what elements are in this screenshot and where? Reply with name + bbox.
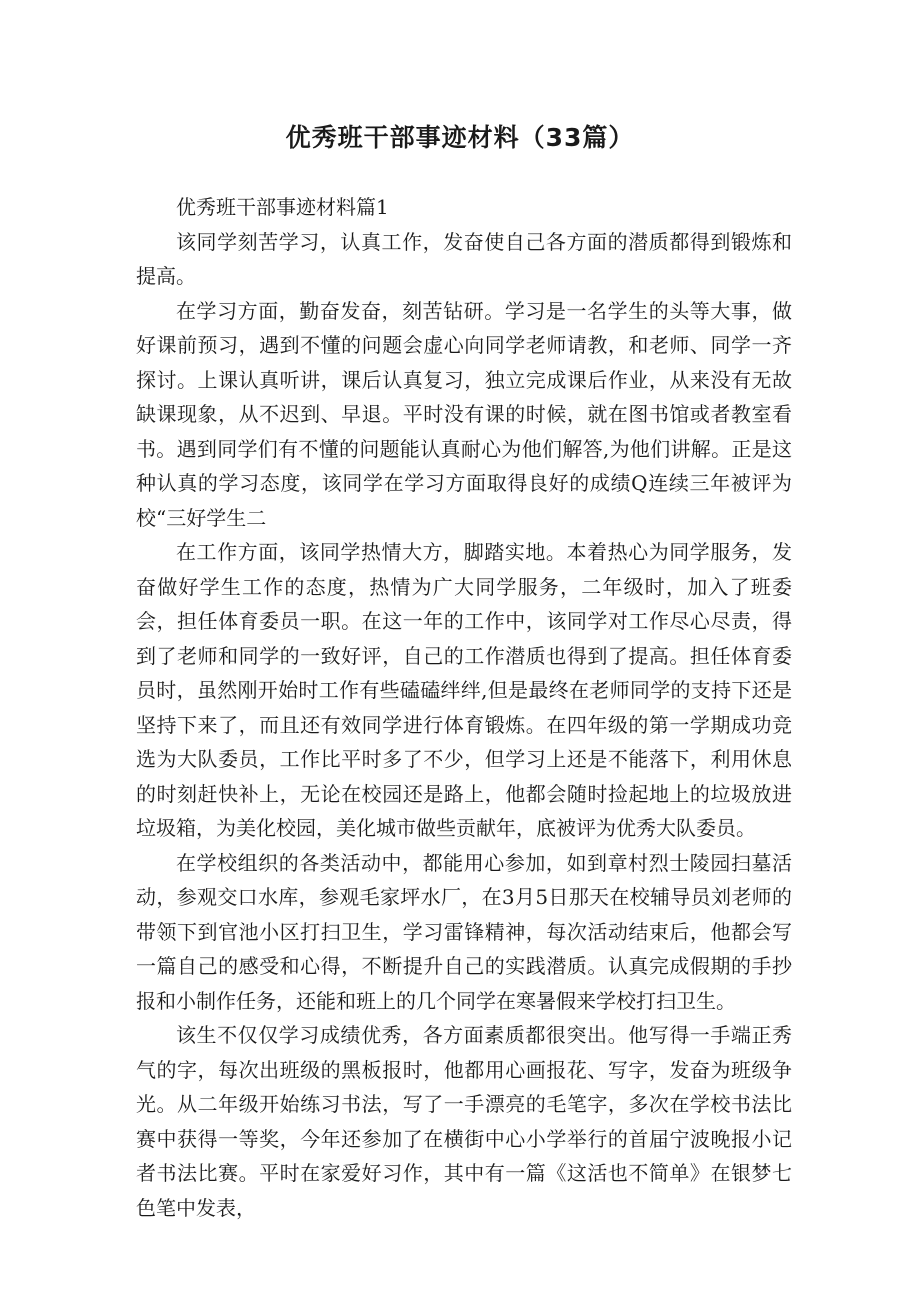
paragraph-study: 在学习方面，勤奋发奋，刻苦钻研。学习是一名学生的头等大事，做好课前预习，遇到不懂的问题会虚心向同学老师请教，和老师、同学一齐探讨。上课认真听讲，课后认真复习，独立完成课后作业，从来没有无故缺课现象，从不迟到、早退。平时没有课的时候，就在图书馆或者教室看书。遇到同学们有不懂的问题能认真耐心为他们解答,为他们讲解。正是这种认真的学习态度，该同学在学习方面取得良好的成绩Q连续三年被评为校“三好学生二 bbox=[136, 298, 792, 530]
document-body bbox=[136, 190, 792, 1225]
section-heading: 优秀班干部事迹材料篇1 bbox=[176, 195, 389, 219]
paragraph-activities: 在学校组织的各类活动中，都能用心参加，如到章村烈士陵园扫墓活动，参观交口水库，参观毛家坪水厂，在3月5日那天在校辅导员刘老师的带领下到官池小区打扫卫生，学习雷锋精神，每次活动结束后，他都会写一篇自己的感受和心得，不断提升自己的实践潜质。认真完成假期的手抄报和小制作任务，还能和班上的几个同学在寒暑假来学校打扫卫生。 bbox=[136, 850, 792, 1013]
paragraph-quality: 该生不仅仅学习成绩优秀，各方面素质都很突出。他写得一手端正秀气的字，每次出班级的黑板报时，他都用心画报花、写字，发奋为班级争光。从二年级开始练习书法，写了一手漂亮的毛笔字，多次在学校书法比赛中获得一等奖，今年还参加了在横街中心小学举行的首届宁波晚报小记者书法比赛。平时在家爱好习作，其中有一篇《这活也不简单》在银梦七色笔中发表， bbox=[136, 1023, 792, 1220]
paragraph-intro: 该同学刻苦学习，认真工作，发奋使自己各方面的潜质都得到锻炼和提高。 bbox=[136, 229, 792, 288]
document-title: 优秀班干部事迹材料（33篇） bbox=[285, 123, 635, 152]
paragraph-work: 在工作方面，该同学热情大方，脚踏实地。本着热心为同学服务，发奋做好学生工作的态度，热情为广大同学服务，二年级时，加入了班委会，担任体育委员一职。在这一年的工作中，该同学对工作尽心尽责，得到了老师和同学的一致好评，自己的工作潜质也得到了提高。担任体育委员时，虽然刚开始时工作有些磕磕绊绊,但是最终在老师同学的支持下还是坚持下来了，而且还有效同学进行体育锻炼。在四年级的第一学期成功竞选为大队委员，工作比平时多了不少，但学习上还是不能落下，利用休息的时刻赶快补上，无论在校园还是路上，他都会随时捡起地上的垃圾放进垃圾箱，为美化校园，美化城市做些贡献年，底被评为优秀大队委员。 bbox=[136, 540, 792, 840]
